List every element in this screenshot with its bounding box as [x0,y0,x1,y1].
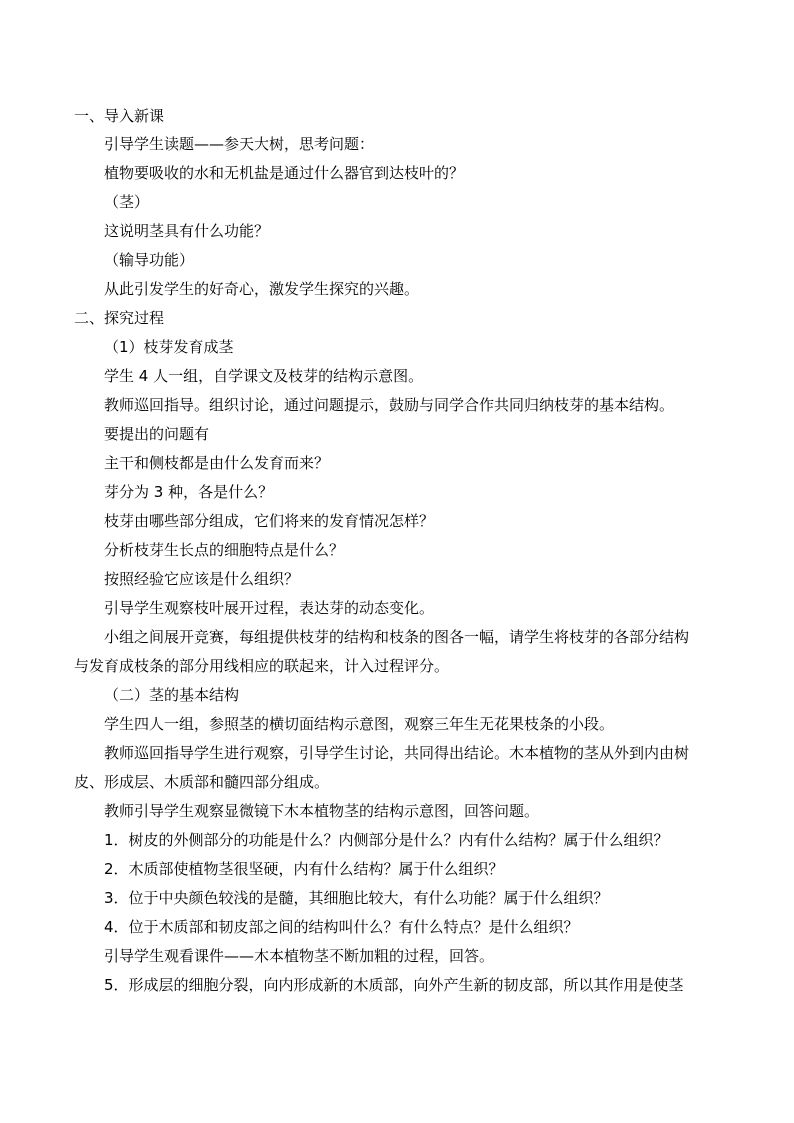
paragraph-line: 要提出的问题有 [104,425,210,443]
question-line: 按照经验它应该是什么组织？ [104,570,300,588]
paragraph-line: （输导功能） [104,251,195,269]
numbered-question: 4．位于木质部和韧皮部之间的结构叫什么？有什么特点？是什么组织？ [104,918,579,936]
paragraph-line: 学生四人一组，参照茎的横切面结构示意图，观察三年生无花果枝条的小段。 [104,715,615,733]
numbered-question: 1．树皮的外侧部分的功能是什么？内侧部分是什么？内有什么结构？属于什么组织？ [104,831,669,849]
paragraph-line: （茎） [104,193,150,211]
subheading-line: （1）枝芽发育成茎 [104,338,234,356]
numbered-question: 3．位于中央颜色较浅的是髓，其细胞比较大，有什么功能？属于什么组织？ [104,889,609,907]
paragraph-line: 引导学生观看课件——木本植物茎不断加粗的过程，回答。 [104,947,495,965]
numbered-question: 2．木质部使植物茎很坚硬，内有什么结构？属于什么组织？ [104,860,504,878]
paragraph-line: 植物要吸收的水和无机盐是通过什么器官到达枝叶的？ [104,164,465,182]
paragraph-line: 教师引导学生观察显微镜下木本植物茎的结构示意图，回答问题。 [104,802,540,820]
paragraph-line: 从此引发学生的好奇心，激发学生探究的兴趣。 [104,280,420,298]
numbered-question: 5．形成层的细胞分裂，向内形成新的木质部，向外产生新的韧皮部，所以其作用是使茎 [104,976,684,994]
paragraph-line: 教师巡回指导。组织讨论，通过问题提示，鼓励与同学合作共同归纳枝芽的基本结构。 [104,396,675,414]
section-heading-inquiry: 二、探究过程 [74,309,165,327]
section-heading-intro: 一、导入新课 [74,107,165,125]
paragraph-line: 教师巡回指导学生进行观察，引导学生讨论，共同得出结论。木本植物的茎从外到内由树 [104,744,690,762]
paragraph-line: 引导学生读题——参天大树，思考问题： [104,135,375,153]
paragraph-line: 引导学生观察枝叶展开过程，表达芽的动态变化。 [104,599,435,617]
question-line: 分析枝芽生长点的细胞特点是什么？ [104,541,345,559]
paragraph-line: 小组之间展开竞赛，每组提供枝芽的结构和枝条的图各一幅，请学生将枝芽的各部分结构 [104,628,690,646]
question-line: 枝芽由哪些部分组成，它们将来的发育情况怎样？ [104,512,435,530]
paragraph-line: 学生 4 人一组，自学课文及枝芽的结构示意图。 [104,367,424,385]
question-line: 主干和侧枝都是由什么发育而来？ [104,454,330,472]
paragraph-line: 这说明茎具有什么功能？ [104,222,270,240]
subheading-line: （二）茎的基本结构 [104,686,240,704]
paragraph-line-continued: 与发育成枝条的部分用线相应的联起来，计入过程评分。 [74,657,450,675]
question-line: 芽分为 3 种，各是什么？ [104,483,274,501]
paragraph-line-continued: 皮、形成层、木质部和髓四部分组成。 [74,773,330,791]
